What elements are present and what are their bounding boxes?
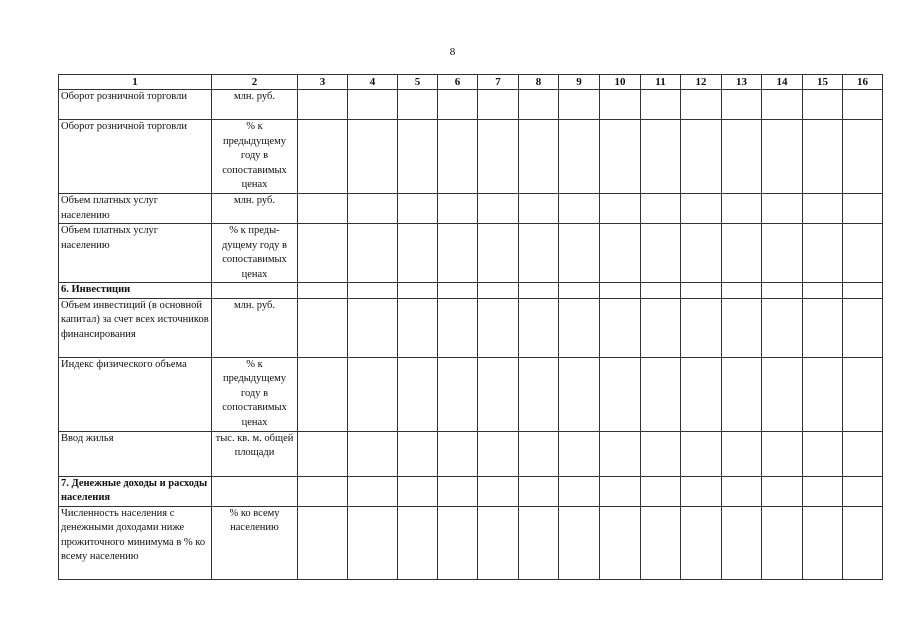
value-cell xyxy=(398,90,438,120)
value-cell xyxy=(722,357,762,431)
unit-cell: млн. руб. xyxy=(212,90,298,120)
value-cell xyxy=(641,283,681,299)
value-cell xyxy=(681,431,722,476)
value-cell xyxy=(681,194,722,224)
value-cell xyxy=(843,506,883,579)
value-cell xyxy=(438,357,478,431)
value-cell xyxy=(398,194,438,224)
value-cell xyxy=(298,298,348,357)
value-cell xyxy=(298,90,348,120)
indicator-name: Оборот розничной торговли xyxy=(59,120,212,194)
indicator-name: Объем платных услуг населению xyxy=(59,194,212,224)
value-cell xyxy=(348,120,398,194)
value-cell xyxy=(843,194,883,224)
value-cell xyxy=(478,476,519,506)
column-header: 7 xyxy=(478,75,519,90)
value-cell xyxy=(722,476,762,506)
value-cell xyxy=(298,283,348,299)
value-cell xyxy=(478,194,519,224)
value-cell xyxy=(762,283,803,299)
value-cell xyxy=(438,283,478,299)
column-header: 12 xyxy=(681,75,722,90)
value-cell xyxy=(843,357,883,431)
column-header: 2 xyxy=(212,75,298,90)
value-cell xyxy=(803,431,843,476)
value-cell xyxy=(478,283,519,299)
value-cell xyxy=(298,224,348,283)
value-cell xyxy=(762,120,803,194)
table-row xyxy=(59,357,883,431)
value-cell xyxy=(348,431,398,476)
indicator-name: Индекс физического объема xyxy=(59,357,212,431)
value-cell xyxy=(559,120,600,194)
page-number: 8 xyxy=(449,46,456,58)
value-cell xyxy=(722,224,762,283)
unit-cell xyxy=(212,283,298,299)
value-cell xyxy=(803,90,843,120)
value-cell xyxy=(559,224,600,283)
value-cell xyxy=(762,194,803,224)
value-cell xyxy=(519,476,559,506)
value-cell xyxy=(398,357,438,431)
value-cell xyxy=(641,357,681,431)
column-header: 9 xyxy=(559,75,600,90)
value-cell xyxy=(519,431,559,476)
unit-cell: % к предыдущему году в сопоставимых ценах xyxy=(212,357,298,431)
value-cell xyxy=(843,283,883,299)
column-header: 4 xyxy=(348,75,398,90)
value-cell xyxy=(519,283,559,299)
value-cell xyxy=(559,90,600,120)
value-cell xyxy=(438,90,478,120)
value-cell xyxy=(722,194,762,224)
value-cell xyxy=(348,357,398,431)
value-cell xyxy=(438,506,478,579)
value-cell xyxy=(843,431,883,476)
value-cell xyxy=(762,431,803,476)
column-header: 13 xyxy=(722,75,762,90)
value-cell xyxy=(398,431,438,476)
value-cell xyxy=(519,90,559,120)
value-cell xyxy=(519,506,559,579)
indicator-name: Объем инвестиций (в основной капитал) за счет всех источников финансирования xyxy=(59,298,212,357)
value-cell xyxy=(722,431,762,476)
table-row xyxy=(59,194,883,224)
column-header: 1 xyxy=(59,75,212,90)
value-cell xyxy=(681,298,722,357)
column-header: 16 xyxy=(843,75,883,90)
value-cell xyxy=(559,283,600,299)
value-cell xyxy=(478,298,519,357)
value-cell xyxy=(519,298,559,357)
value-cell xyxy=(600,283,641,299)
value-cell xyxy=(722,90,762,120)
column-header: 8 xyxy=(519,75,559,90)
table-row xyxy=(59,506,883,579)
value-cell xyxy=(519,120,559,194)
value-cell xyxy=(681,357,722,431)
value-cell xyxy=(348,476,398,506)
value-cell xyxy=(600,224,641,283)
table-row xyxy=(59,90,883,120)
value-cell xyxy=(762,506,803,579)
unit-cell: % к преды-дущему году в сопоставимых ценах xyxy=(212,224,298,283)
value-cell xyxy=(398,506,438,579)
value-cell xyxy=(348,298,398,357)
value-cell xyxy=(298,506,348,579)
unit-cell: млн. руб. xyxy=(212,194,298,224)
unit-cell: % к предыдущему году в сопоставимых ценах xyxy=(212,120,298,194)
value-cell xyxy=(348,194,398,224)
table-row xyxy=(59,431,883,476)
value-cell xyxy=(478,224,519,283)
value-cell xyxy=(519,224,559,283)
value-cell xyxy=(348,283,398,299)
value-cell xyxy=(641,476,681,506)
value-cell xyxy=(641,506,681,579)
indicator-name: Объем платных услуг населению xyxy=(59,224,212,283)
value-cell xyxy=(600,120,641,194)
section-row xyxy=(59,283,883,299)
column-header: 14 xyxy=(762,75,803,90)
section-title: 6. Инвестиции xyxy=(59,283,212,299)
value-cell xyxy=(559,431,600,476)
section-title: 7. Денежные доходы и расходы населения xyxy=(59,476,212,506)
value-cell xyxy=(600,298,641,357)
value-cell xyxy=(438,298,478,357)
value-cell xyxy=(803,476,843,506)
value-cell xyxy=(438,431,478,476)
indicator-name: Оборот розничной торговли xyxy=(59,90,212,120)
value-cell xyxy=(843,224,883,283)
column-header: 11 xyxy=(641,75,681,90)
value-cell xyxy=(398,298,438,357)
value-cell xyxy=(803,194,843,224)
indicator-name: Ввод жилья xyxy=(59,431,212,476)
value-cell xyxy=(559,298,600,357)
value-cell xyxy=(641,120,681,194)
value-cell xyxy=(762,298,803,357)
value-cell xyxy=(600,506,641,579)
value-cell xyxy=(600,357,641,431)
value-cell xyxy=(681,120,722,194)
value-cell xyxy=(519,194,559,224)
value-cell xyxy=(438,224,478,283)
value-cell xyxy=(298,476,348,506)
value-cell xyxy=(478,431,519,476)
table-row xyxy=(59,224,883,283)
value-cell xyxy=(298,120,348,194)
value-cell xyxy=(843,90,883,120)
value-cell xyxy=(478,90,519,120)
value-cell xyxy=(803,120,843,194)
value-cell xyxy=(438,476,478,506)
value-cell xyxy=(478,357,519,431)
value-cell xyxy=(641,194,681,224)
value-cell xyxy=(298,357,348,431)
value-cell xyxy=(762,476,803,506)
value-cell xyxy=(348,224,398,283)
value-cell xyxy=(641,224,681,283)
value-cell xyxy=(843,120,883,194)
value-cell xyxy=(843,476,883,506)
value-cell xyxy=(681,90,722,120)
column-header: 15 xyxy=(803,75,843,90)
unit-cell: тыс. кв. м. общей площади xyxy=(212,431,298,476)
value-cell xyxy=(600,194,641,224)
value-cell xyxy=(600,431,641,476)
value-cell xyxy=(641,298,681,357)
value-cell xyxy=(803,298,843,357)
value-cell xyxy=(348,506,398,579)
value-cell xyxy=(559,476,600,506)
value-cell xyxy=(681,283,722,299)
value-cell xyxy=(298,431,348,476)
value-cell xyxy=(438,194,478,224)
value-cell xyxy=(681,224,722,283)
value-cell xyxy=(722,120,762,194)
table-row xyxy=(59,298,883,357)
value-cell xyxy=(398,476,438,506)
value-cell xyxy=(843,298,883,357)
value-cell xyxy=(559,357,600,431)
value-cell xyxy=(559,194,600,224)
value-cell xyxy=(803,506,843,579)
value-cell xyxy=(641,431,681,476)
unit-cell xyxy=(212,476,298,506)
value-cell xyxy=(722,506,762,579)
value-cell xyxy=(762,357,803,431)
value-cell xyxy=(398,283,438,299)
value-cell xyxy=(600,90,641,120)
value-cell xyxy=(641,90,681,120)
section-row xyxy=(59,476,883,506)
value-cell xyxy=(803,224,843,283)
value-cell xyxy=(803,283,843,299)
header-row xyxy=(59,75,883,90)
value-cell xyxy=(762,224,803,283)
indicator-name: Численность населения с денежными доходами ниже прожиточного минимума в % ко всему населению xyxy=(59,506,212,579)
value-cell xyxy=(348,90,398,120)
value-cell xyxy=(478,120,519,194)
column-header: 5 xyxy=(398,75,438,90)
value-cell xyxy=(600,476,641,506)
value-cell xyxy=(722,283,762,299)
unit-cell: млн. руб. xyxy=(212,298,298,357)
table-body xyxy=(59,90,883,580)
value-cell xyxy=(398,224,438,283)
column-header: 10 xyxy=(600,75,641,90)
value-cell xyxy=(722,298,762,357)
value-cell xyxy=(803,357,843,431)
value-cell xyxy=(681,476,722,506)
value-cell xyxy=(559,506,600,579)
value-cell xyxy=(398,120,438,194)
value-cell xyxy=(681,506,722,579)
indicators-table xyxy=(58,74,883,580)
value-cell xyxy=(298,194,348,224)
value-cell xyxy=(438,120,478,194)
column-header: 3 xyxy=(298,75,348,90)
value-cell xyxy=(519,357,559,431)
unit-cell: % ко всему населению xyxy=(212,506,298,579)
table-row xyxy=(59,120,883,194)
column-header: 6 xyxy=(438,75,478,90)
value-cell xyxy=(478,506,519,579)
value-cell xyxy=(762,90,803,120)
